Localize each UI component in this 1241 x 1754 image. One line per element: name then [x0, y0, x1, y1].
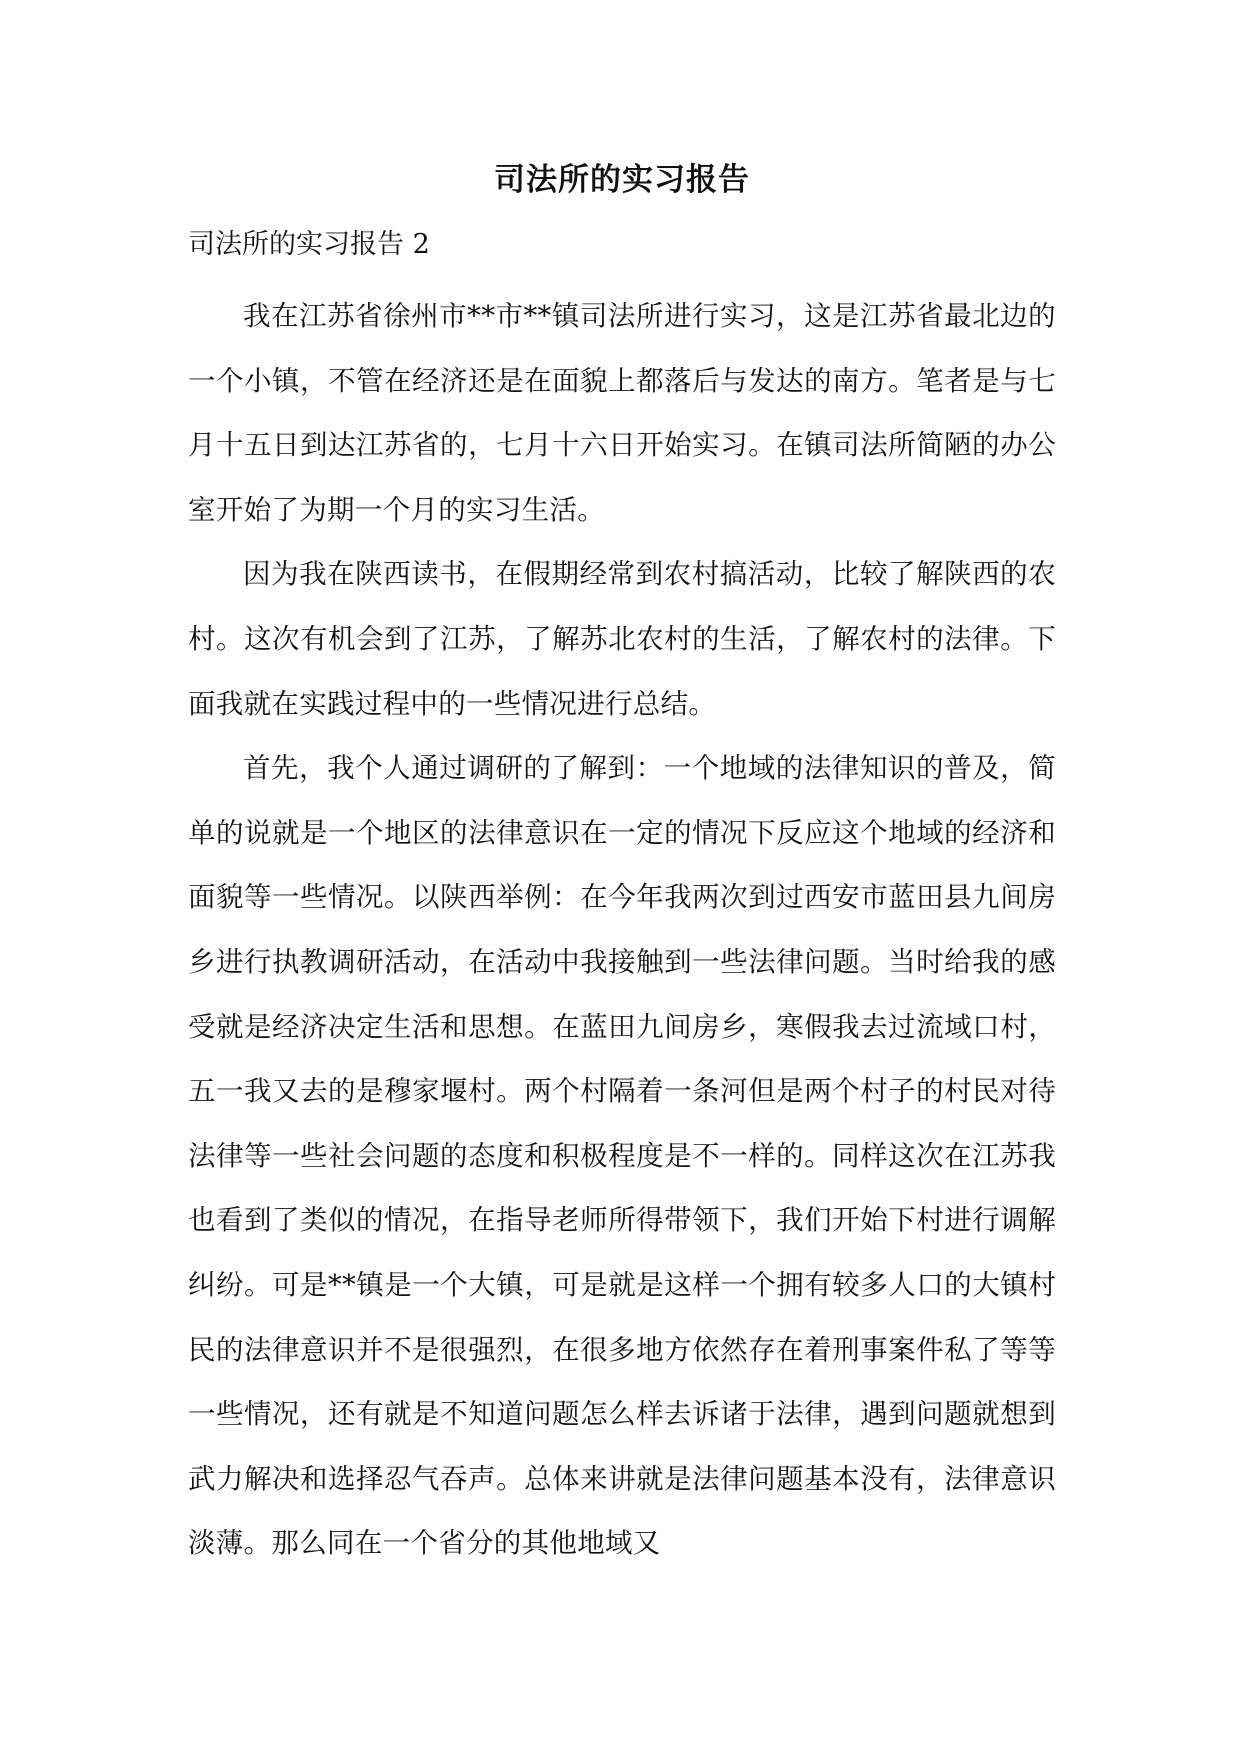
- paragraph-2: 因为我在陕西读书，在假期经常到农村搞活动，比较了解陕西的农村。这次有机会到了江苏，了解苏北农村的生活，了解农村的法律。下面我就在实践过程中的一些情况进行总结。: [188, 558, 1056, 720]
- document-page: [188, 160, 1056, 1576]
- document-subtitle: 司法所的实习报告 2: [188, 229, 430, 260]
- document-title: 司法所的实习报告: [494, 162, 750, 198]
- paragraph-1: 我在江苏省徐州市**市**镇司法所进行实习，这是江苏省最北边的一个小镇，不管在经济还是在面貌上都落后与发达的南方。笔者是与七月十五日到达江苏省的，七月十六日开始实习。在镇司法所简陋的办公室开始了为期一个月的实习生活。: [188, 300, 1056, 526]
- paragraph-3: 首先，我个人通过调研的了解到：一个地域的法律知识的普及，简单的说就是一个地区的法律意识在一定的情况下反应这个地域的经济和面貌等一些情况。以陕西举例：在今年我两次到过西安市蓝田县九间房乡进行执教调研活动，在活动中我接触到一些法律问题。当时给我的感受就是经济决定生活和思想。在蓝田九间房乡，寒假我去过流域口村，五一我又去的是穆家堰村。两个村隔着一条河但是两个村子的村民对待法律等一些社会问题的态度和积极程度是不一样的。同样这次在江苏我也看到了类似的情况，在指导老师所得带领下，我们开始下村进行调解纠纷。可是**镇是一个大镇，可是就是这样一个拥有较多人口的大镇村民的法律意识并不是很强烈，在很多地方依然存在着刑事案件私了等等一些情况，还有就是不知道问题怎么样去诉诸于法律，遇到问题就想到武力解决和选择忍气吞声。总体来讲就是法律问题基本没有，法律意识淡薄。那么同在一个省分的其他地域又: [188, 752, 1056, 1560]
